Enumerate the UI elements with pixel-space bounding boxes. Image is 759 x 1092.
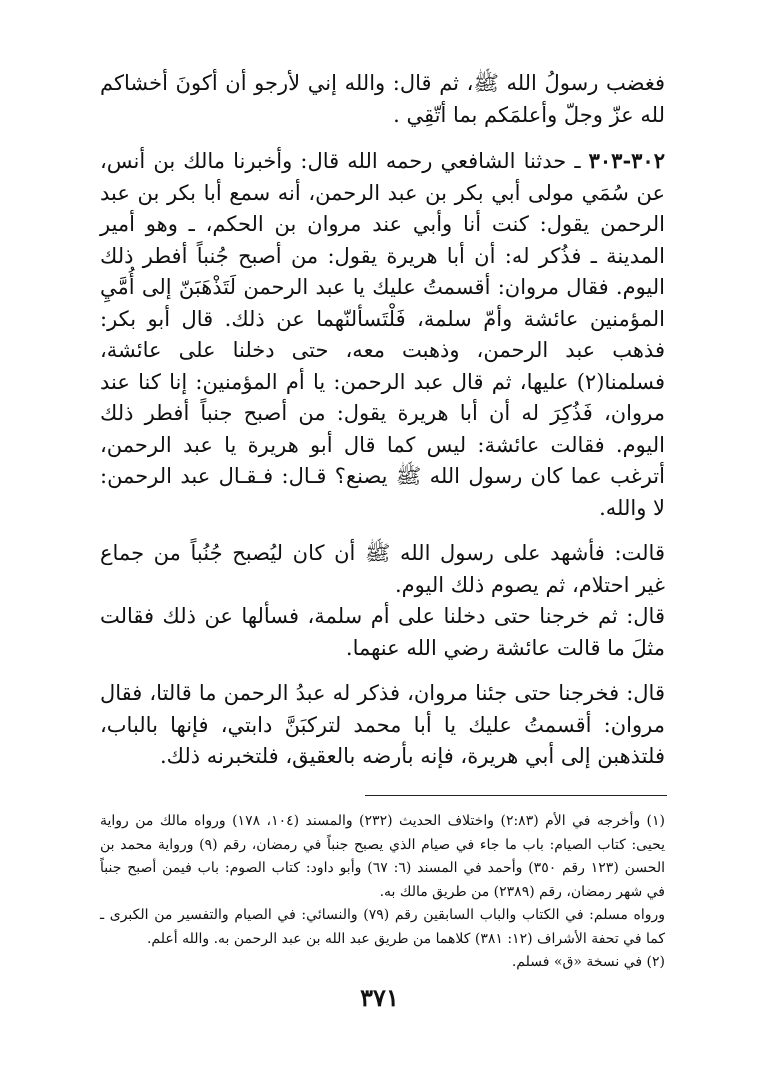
main-text xyxy=(100,68,665,773)
page-number: ٣٧١ xyxy=(360,983,399,1012)
hadith-text: ـ حدثنا الشافعي رحمه الله قال: وأخبرنا مالك بن أنس، عن سُمَي مولى أبي بكر بن عبد الرحمن، أنه سمع أبا بكر بن عبد الرحمن يقول: كنت أنا وأبي عند مروان بن الحكم، ـ وهو أمير المدينة ـ فذُكر له: أن أبا هريرة يقول: من أصبح جُنباً أفطر ذلك اليوم. فقال مروان: أقسمتُ عليك يا عبد الرحمن لَتَذْهَبَنّ إلى أُمَّيِ المؤمنين عائشة وأمّ سلمة، فَلْتَسألنّهما عن ذلك. قال أبو بكر: فذهب عبد الرحمن، وذهبت معه، حتى دخلنا على عائشة، فسلمنا(٢) عليها، ثم قال عبد الرحمن: يا أم المؤمنين: إنا كنا عند مروان، فَذُكِرَ له أن أبا هريرة يقول: من أصبح جنباً أفطر ذلك اليوم. فقالت عائشة: ليس كما قال أبو هريرة يا عبد الرحمن، أترغب عما كان رسول الله ﷺ يصنع؟ قـال: فـقـال عبد الرحمن: لا والله. xyxy=(100,149,665,520)
footnote-2: (٢) في نسخة «ق» فسلم. xyxy=(511,954,665,970)
footnote-1: (١) وأخرجه في الأم (٢:٨٣) واختلاف الحديث (٢٣٢) والمسند (١٠٤، ١٧٨) ورواه مالك من رواية يحيى: كتاب الصيام: باب ما جاء في صيام الذي يصبح جنباً في رمضان، رقم (٩) ورواية محمد بن الحسن (١٢٣ رقم ٣٥٠) وأحمد في المسند (٦: ٦٧) وأبو داود: كتاب الصوم: باب فيمن أصبح جنباً في شهر رمضان، رقم (٢٣٨٩) من طريق مالك به. xyxy=(100,813,666,900)
footnotes xyxy=(100,810,665,975)
intro-paragraph: فغضب رسولُ الله ﷺ، ثم قال: والله إني لأرجو أن أكونَ أخشاكم لله عزّ وجلّ وأعلمَكم بما أتّقِي . xyxy=(100,71,665,127)
paragraph-aisha-testimony: قالت: فأشهد على رسول الله ﷺ أن كان ليُصبح جُنُباً من جماع غير احتلام، ثم يصوم ذلك اليوم. xyxy=(100,541,665,597)
footnote-1-continued: ورواه مسلم: في الكتاب والباب السابقين رقم (٧٩) والنسائي: في الصيام والتفسير من الكبرى ـ كما في تحفة الأشراف (١٢: ٣٨١) كلاهما من طريق عبد الله بن عبد الرحمن به. والله أعلم. xyxy=(100,907,665,947)
paragraph-umm-salama: قال: ثم خرجنا حتى دخلنا على أم سلمة، فسألها عن ذلك فقالت مثلَ ما قالت عائشة رضي الله عنهما. xyxy=(100,604,665,660)
hadith-number: ٣٠٢-٣٠٣ xyxy=(588,148,665,173)
hadith-paragraph xyxy=(100,145,665,524)
paragraph-marwan: قال: فخرجنا حتى جئنا مروان، فذكر له عبدُ الرحمن ما قالتا، فقال مروان: أقسمتُ عليك يا أبا محمد لتركبَنَّ دابتي، فإنها بالباب، فلتذهبن إلى أبي هريرة، فإنه بأرضه بالعقيق، فلتخبرنه ذلك. xyxy=(100,681,665,768)
footnote-divider xyxy=(365,795,667,796)
